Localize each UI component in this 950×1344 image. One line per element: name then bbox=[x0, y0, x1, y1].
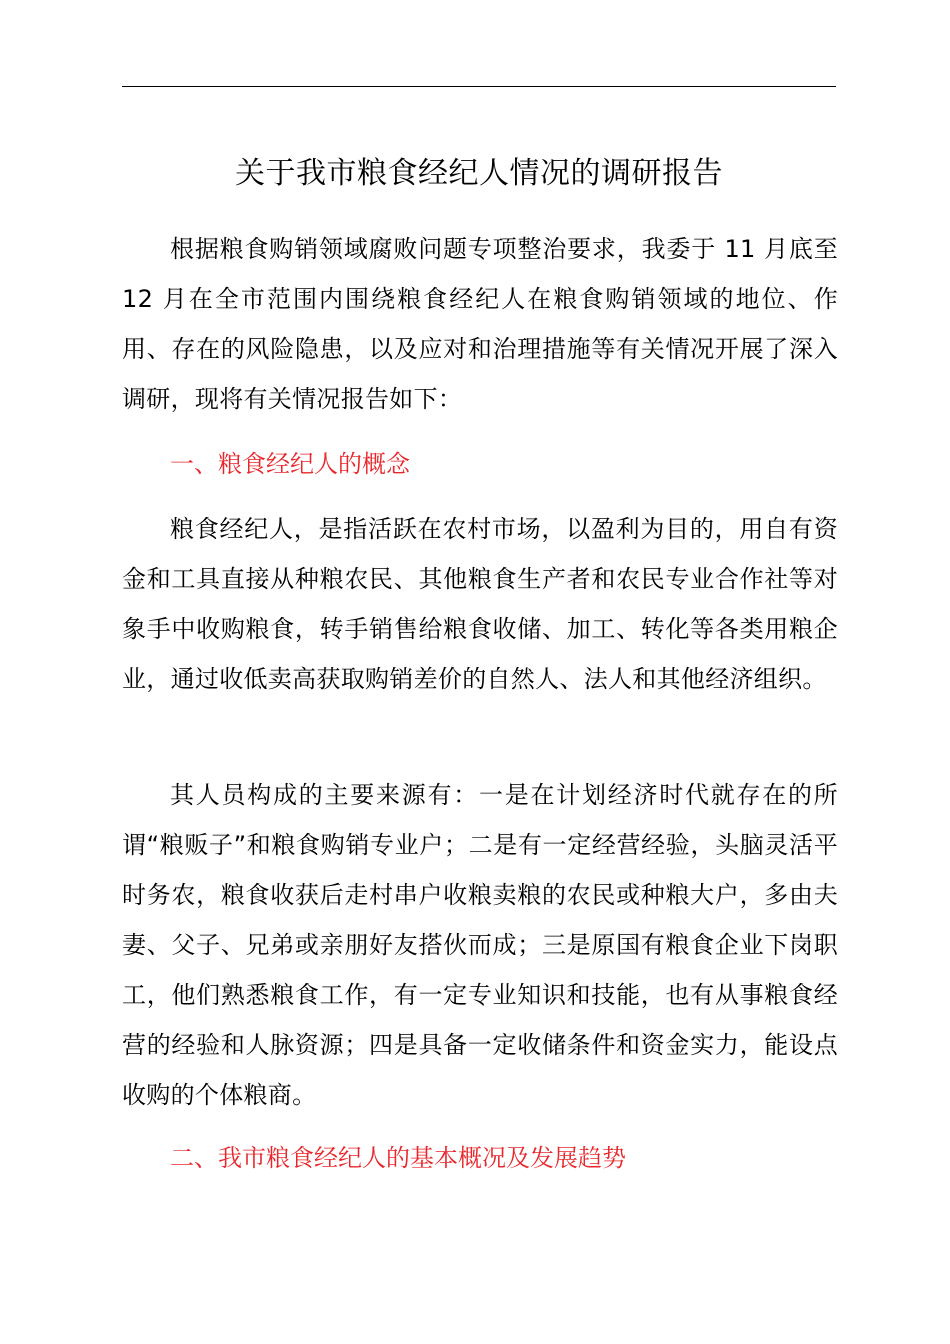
header-rule bbox=[122, 86, 836, 87]
document-title: 关于我市粮食经纪人情况的调研报告 bbox=[235, 156, 723, 191]
intro-paragraph: 根据粮食购销领域腐败问题专项整治要求，我委于 11 月底至 12 月在全市范围内围绕粮食经纪人在粮食购销领域的地位、作用、存在的风险隐患，以及应对和治理措施等有关情况开展了深入调研，现将有关情况报告如下： bbox=[122, 235, 838, 413]
section-heading-1: 一、粮食经纪人的概念 bbox=[170, 450, 410, 478]
sources-paragraph: 其人员构成的主要来源有：一是在计划经济时代就存在的所谓“粮贩子”和粮食购销专业户；二是有一定经营经验，头脑灵活平时务农，粮食收获后走村串户收粮卖粮的农民或种粮大户，多由夫妻、父子、兄弟或亲朋好友搭伙而成；三是原国有粮食企业下岗职工，他们熟悉粮食工作，有一定专业知识和技能，也有从事粮食经营的经验和人脉资源；四是具备一定收储条件和资金实力，能设点收购的个体粮商。 bbox=[122, 781, 838, 1109]
section-heading-2: 二、我市粮食经纪人的基本概况及发展趋势 bbox=[170, 1144, 626, 1172]
definition-paragraph: 粮食经纪人，是指活跃在农村市场，以盈利为目的，用自有资金和工具直接从种粮农民、其他粮食生产者和农民专业合作社等对象手中收购粮食，转手销售给粮食收储、加工、转化等各类用粮企业，通过收低卖高获取购销差价的自然人、法人和其他经济组织。 bbox=[122, 515, 838, 693]
